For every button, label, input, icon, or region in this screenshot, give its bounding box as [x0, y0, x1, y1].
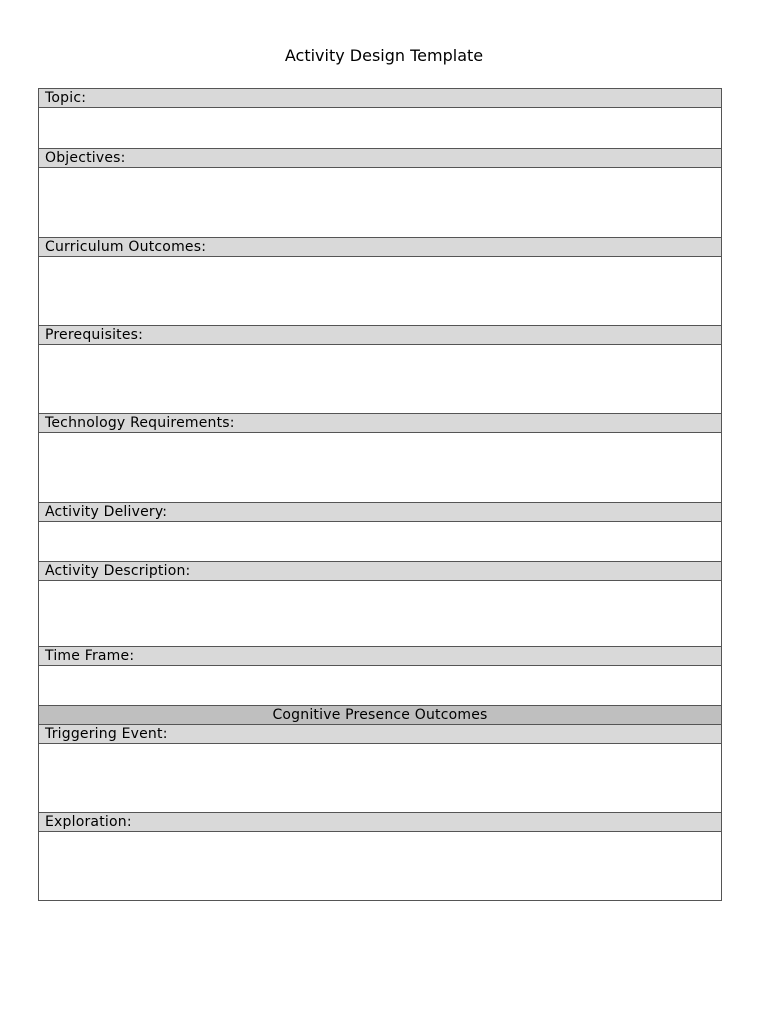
document-title: Activity Design Template [284, 46, 484, 65]
time-frame-label: Time Frame: [39, 647, 722, 666]
topic-label: Topic: [39, 89, 722, 108]
activity-description-field[interactable] [39, 581, 722, 647]
time-frame-field[interactable] [39, 666, 722, 706]
exploration-label: Exploration: [39, 813, 722, 832]
curriculum-outcomes-label: Curriculum Outcomes: [39, 238, 722, 257]
topic-field[interactable] [39, 108, 722, 149]
technology-requirements-label: Technology Requirements: [39, 414, 722, 433]
cognitive-presence-outcomes-heading: Cognitive Presence Outcomes [39, 706, 722, 725]
curriculum-outcomes-field[interactable] [39, 257, 722, 326]
objectives-field[interactable] [39, 168, 722, 238]
activity-design-form [38, 88, 722, 901]
prerequisites-label: Prerequisites: [39, 326, 722, 345]
triggering-event-field[interactable] [39, 744, 722, 813]
prerequisites-field[interactable] [39, 345, 722, 414]
activity-delivery-field[interactable] [39, 522, 722, 562]
exploration-field[interactable] [39, 832, 722, 901]
objectives-label: Objectives: [39, 149, 722, 168]
activity-delivery-label: Activity Delivery: [39, 503, 722, 522]
activity-description-label: Activity Description: [39, 562, 722, 581]
triggering-event-label: Triggering Event: [39, 725, 722, 744]
technology-requirements-field[interactable] [39, 433, 722, 503]
